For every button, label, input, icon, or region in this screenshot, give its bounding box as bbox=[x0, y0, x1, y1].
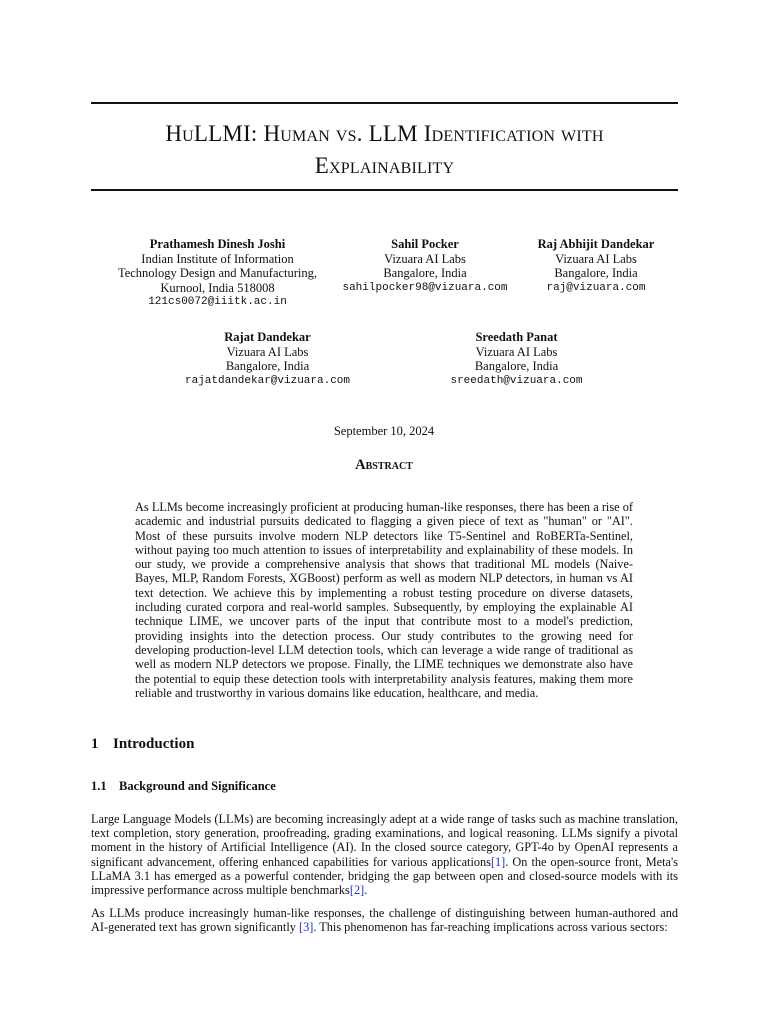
citation-link[interactable]: [1] bbox=[490, 854, 506, 869]
paper-title bbox=[91, 118, 678, 182]
abstract-text: As LLMs become increasingly proficient at producing human-like responses, there has been a rise of academic and industrial pursuits dedicated to flagging a given piece of text as "human" or "AI". Most of these pursuits involve modern NLP detectors like T5-Sentinel and RoBERTa-Sentinel, without paying too much attention to issues of interpretability and explainability of these models. In our study, we provide a comprehensive analysis that shows that traditional ML models (Naive-Bayes, MLP, Random Forests, XGBoost) perform as well as modern NLP detectors, in human vs AI text detection. We achieve this by implementing a robust testing procedure on diverse datasets, including curated corpora and real-world samples. Subsequently, by employing the explainable AI technique LIME, we uncover parts of the input that contribute most to a model's prediction, providing insights into the detection process. Our study contributes to the growing need for developing production-level LLM detection tools, which can leverage a wide range of traditional as well as modern NLP detectors we propose. Finally, the LIME techniques we demonstrate also have the potential to equip these detection tools with interpretability analysis features, making them more reliable and trustworthy in various domains like education, healthcare, and media. bbox=[135, 500, 633, 700]
author-affiliation: Technology Design and Manufacturing, bbox=[117, 266, 318, 280]
paragraph-text: . bbox=[364, 883, 368, 898]
author-panat bbox=[430, 330, 603, 388]
top-rule bbox=[91, 102, 678, 104]
author-name: Rajat Dandekar bbox=[224, 330, 311, 344]
author-affiliation: Vizuara AI Labs bbox=[384, 251, 466, 266]
subsection-number: 1.1 bbox=[91, 779, 107, 793]
section-heading-introduction bbox=[91, 736, 194, 753]
publication-date: September 10, 2024 bbox=[333, 424, 435, 438]
author-name: Sahil Pocker bbox=[391, 237, 459, 251]
author-pocker bbox=[330, 237, 520, 295]
section-title: Introduction bbox=[113, 736, 195, 752]
author-affiliation: Indian Institute of Information bbox=[141, 251, 294, 266]
author-affiliation: Bangalore, India bbox=[225, 359, 310, 373]
author-joshi bbox=[105, 237, 330, 310]
author-raj-dandekar bbox=[526, 237, 666, 295]
paragraph-text: . This phenomenon has far-reaching implications across various sectors: bbox=[313, 920, 668, 935]
subsection-heading-background bbox=[91, 779, 276, 794]
author-affiliation: Bangalore, India bbox=[474, 359, 559, 373]
author-email[interactable]: raj@vizuara.com bbox=[546, 281, 646, 294]
author-rajat-dandekar bbox=[170, 330, 365, 388]
author-affiliation: Vizuara AI Labs bbox=[475, 344, 558, 359]
author-email[interactable]: rajatdandekar@vizuara.com bbox=[184, 374, 351, 387]
citation-link[interactable]: [3] bbox=[298, 920, 314, 935]
bottom-rule bbox=[91, 189, 678, 191]
paragraph-text: As LLMs produce increasingly human-like responses, the challenge of distinguishing between human-authored and AI-generated text has grown significantly bbox=[91, 906, 678, 935]
paragraph-text: . On the open-source front, Meta's LLaMA 3.1 has emerged as a powerful contender, bridging the gap between open and closed-source models with its impressive performance across multiple benchmarks bbox=[91, 854, 678, 898]
subsection-title: Background and Significance bbox=[119, 779, 276, 793]
intro-paragraph-1 bbox=[91, 812, 678, 897]
author-affiliation: Bangalore, India bbox=[554, 266, 638, 280]
title-line-2: Explainability bbox=[314, 153, 455, 178]
author-affiliation: Bangalore, India bbox=[383, 266, 467, 280]
intro-paragraph-2 bbox=[91, 906, 678, 934]
author-email[interactable]: sreedath@vizuara.com bbox=[450, 374, 583, 387]
paragraph-text: Large Language Models (LLMs) are becoming increasingly adept at a wide range of tasks such as machine translation, text completion, story generation, proofreading, grading examinations, and logical reasoning. LLMs signify a pivotal moment in the history of Artificial Intelligence (AI). In the closed source category, GPT-4o by OpenAI represents a significant advancement, offering enhanced capabilities for various applications bbox=[91, 812, 678, 869]
author-name: Raj Abhijit Dandekar bbox=[537, 237, 655, 251]
author-name: Prathamesh Dinesh Joshi bbox=[149, 237, 286, 251]
author-email[interactable]: sahilpocker98@vizuara.com bbox=[342, 281, 508, 294]
author-name: Sreedath Panat bbox=[475, 330, 558, 344]
section-number: 1 bbox=[91, 736, 99, 752]
title-line-1: HuLLMI: Human vs. LLM Identification with bbox=[165, 121, 604, 146]
abstract-heading: Abstract bbox=[355, 457, 413, 473]
author-affiliation: Kurnool, India 518008 bbox=[160, 280, 275, 295]
author-affiliation: Vizuara AI Labs bbox=[226, 344, 309, 359]
author-affiliation: Vizuara AI Labs bbox=[555, 251, 637, 266]
author-email[interactable]: 121cs0072@iiitk.ac.in bbox=[148, 296, 287, 308]
citation-link[interactable]: [2] bbox=[349, 883, 365, 898]
